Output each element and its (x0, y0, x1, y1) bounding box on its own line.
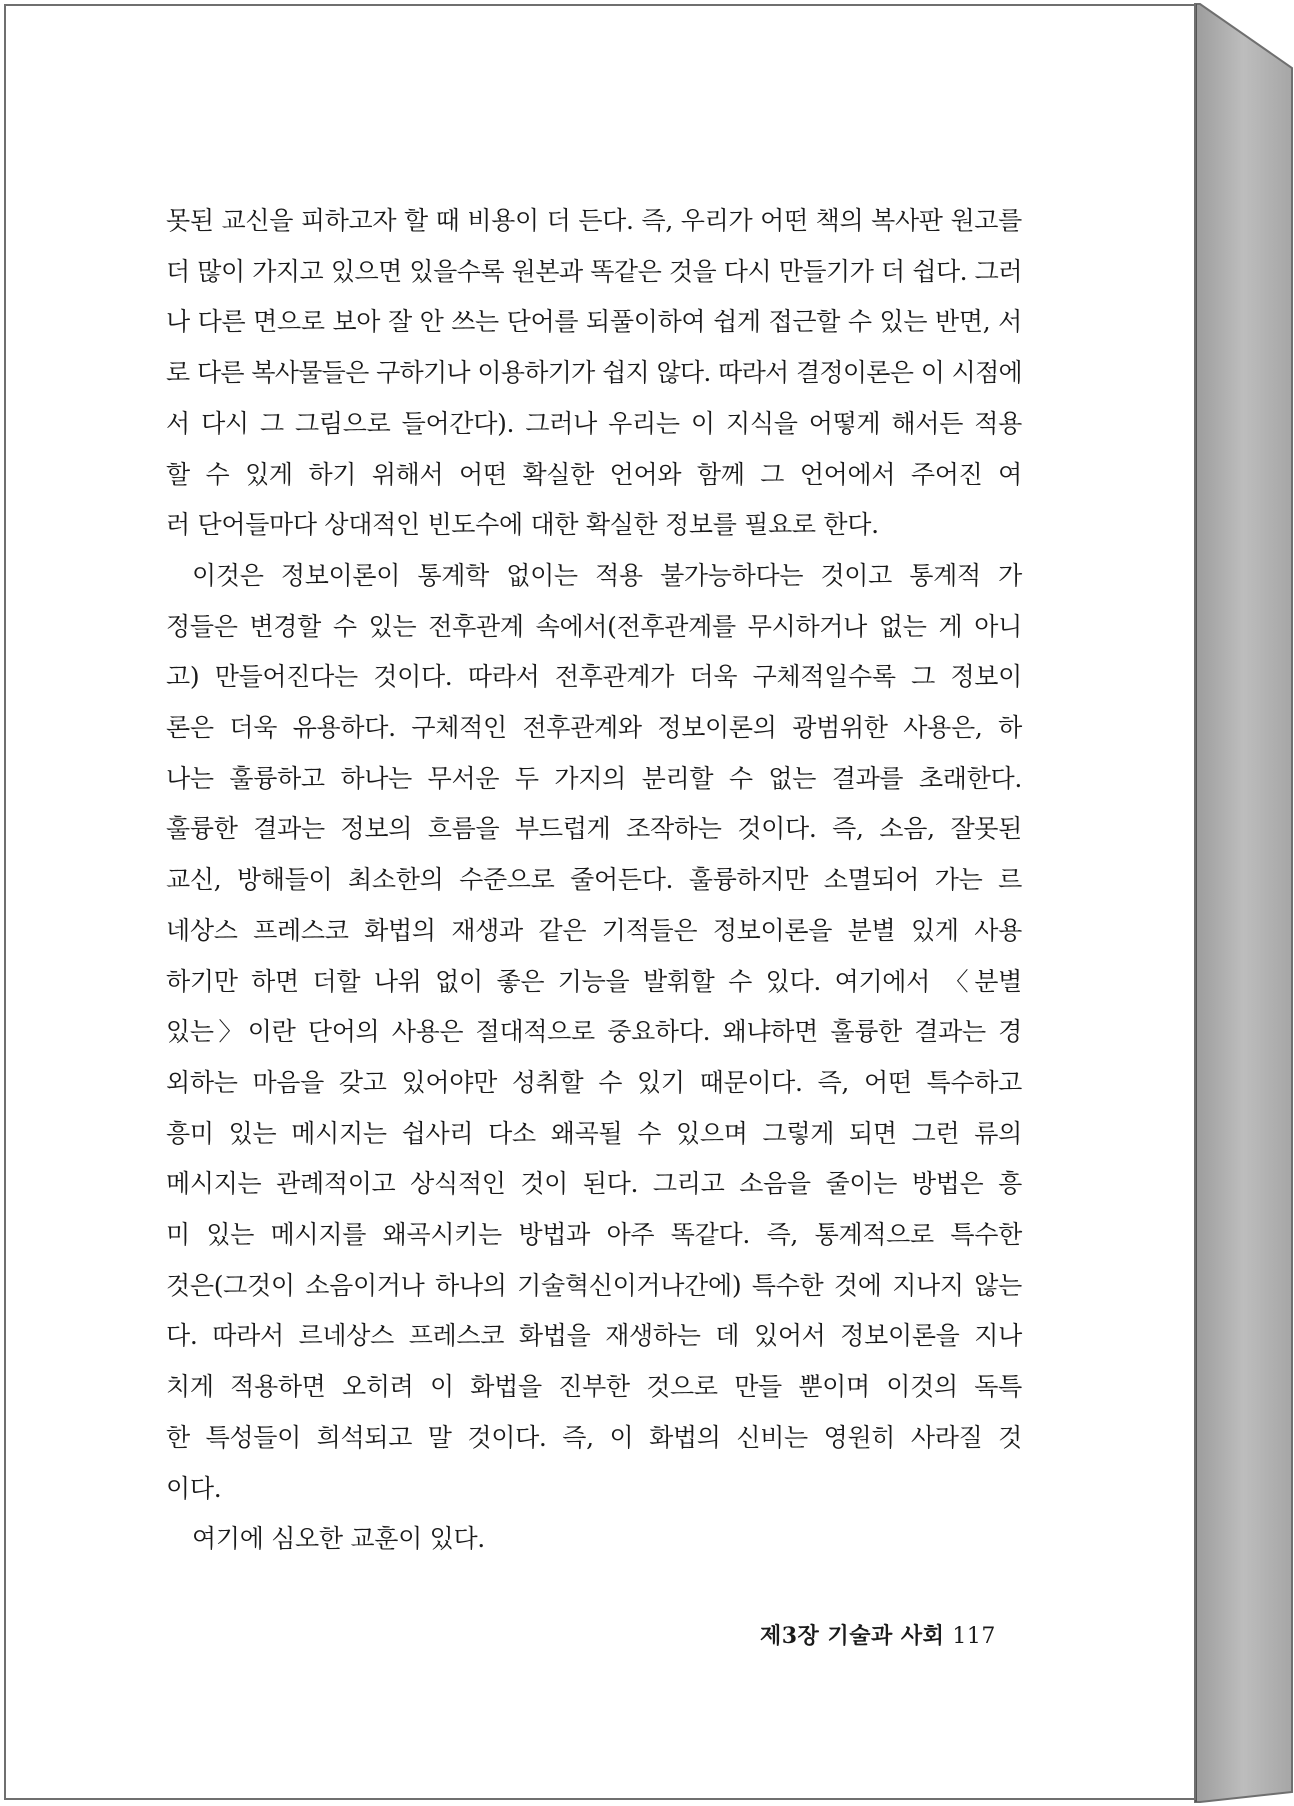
text-line: 치게 적용하면 오히려 이 화법을 진부한 것으로 만들 뿐이며 이것의 독특 (166, 1372, 1022, 1402)
running-footer (760, 1619, 996, 1650)
text-line: 정들은 변경할 수 있는 전후관계 속에서(전후관계를 무시하거나 없는 게 아니 (166, 611, 1022, 641)
body-text (166, 196, 1022, 1565)
text-line: 할 수 있게 하기 위해서 어떤 확실한 언어와 함께 그 언어에서 주어진 여 (166, 459, 1022, 489)
paragraph-3 (166, 1514, 1022, 1565)
text-line: 여기에 심오한 교훈이 있다. (192, 1524, 485, 1554)
text-line: 미 있는 메시지를 왜곡시키는 방법과 아주 똑같다. 즉, 통계적으로 특수한 (166, 1220, 1022, 1250)
text-line: 네상스 프레스코 화법의 재생과 같은 기적들은 정보이론을 분별 있게 사용 (166, 915, 1022, 945)
text-line: 서 다시 그 그림으로 들어간다). 그러나 우리는 이 지식을 어떻게 해서든 적용 (166, 408, 1022, 438)
text-line: 못된 교신을 피하고자 할 때 비용이 더 든다. 즉, 우리가 어떤 책의 복사판 원고를 (166, 206, 1022, 235)
text-line: 더 많이 가지고 있으면 있을수록 원본과 똑같은 것을 다시 만들기가 더 쉽다. 그러 (166, 256, 1022, 286)
text-line: 메시지는 관례적이고 상식적인 것이 된다. 그리고 소음을 줄이는 방법은 흥 (166, 1169, 1022, 1199)
text-line: 다. 따라서 르네상스 프레스코 화법을 재생하는 데 있어서 정보이론을 지나 (166, 1321, 1022, 1351)
text-line: 러 단어들마다 상대적인 빈도수에 대한 확실한 정보를 필요로 한다. (166, 510, 879, 540)
text-line: 론은 더욱 유용하다. 구체적인 전후관계와 정보이론의 광범위한 사용은, 하 (166, 713, 1022, 743)
text-line: 나는 훌륭하고 하나는 무서운 두 가지의 분리할 수 없는 결과를 초래한다. (166, 763, 1022, 793)
text-line: 하기만 하면 더할 나위 없이 좋은 기능을 발휘할 수 있다. 여기에서 〈분별 (166, 966, 1022, 996)
text-line: 나 다른 면으로 보아 잘 안 쓰는 단어를 되풀이하여 쉽게 접근할 수 있는 반면, 서 (166, 307, 1022, 337)
chapter-title: 제3장 기술과 사회 (760, 1623, 945, 1649)
paragraph-1 (166, 196, 1022, 551)
text-line: 외하는 마음을 갖고 있어야만 성취할 수 있기 때문이다. 즉, 어떤 특수하고 (166, 1067, 1022, 1097)
text-line: 고) 만들어진다는 것이다. 따라서 전후관계가 더욱 구체적일수록 그 정보이 (166, 662, 1022, 692)
text-line: 이다. (166, 1473, 222, 1503)
paragraph-2 (166, 551, 1022, 1514)
text-line: 흥미 있는 메시지는 쉽사리 다소 왜곡될 수 있으며 그렇게 되면 그런 류의 (166, 1118, 1022, 1148)
text-line: 교신, 방해들이 최소한의 수준으로 줄어든다. 훌륭하지만 소멸되어 가는 르 (166, 865, 1022, 895)
text-line: 훌륭한 결과는 정보의 흐름을 부드럽게 조작하는 것이다. 즉, 소음, 잘못된 (166, 814, 1022, 844)
text-line: 한 특성들이 희석되고 말 것이다. 즉, 이 화법의 신비는 영원히 사라질 것 (166, 1422, 1022, 1452)
text-line: 있는〉이란 단어의 사용은 절대적으로 중요하다. 왜냐하면 훌륭한 결과는 경 (166, 1017, 1022, 1047)
text-line: 이것은 정보이론이 통계학 없이는 적용 불가능하다는 것이고 통계적 가 (192, 560, 1022, 590)
text-line: 로 다른 복사물들은 구하기나 이용하기가 쉽지 않다. 따라서 결정이론은 이 시점에 (166, 358, 1022, 388)
text-line: 것은(그것이 소음이거나 하나의 기술혁신이거나간에) 특수한 것에 지나지 않는 (166, 1270, 1022, 1300)
page-number: 117 (952, 1624, 996, 1649)
